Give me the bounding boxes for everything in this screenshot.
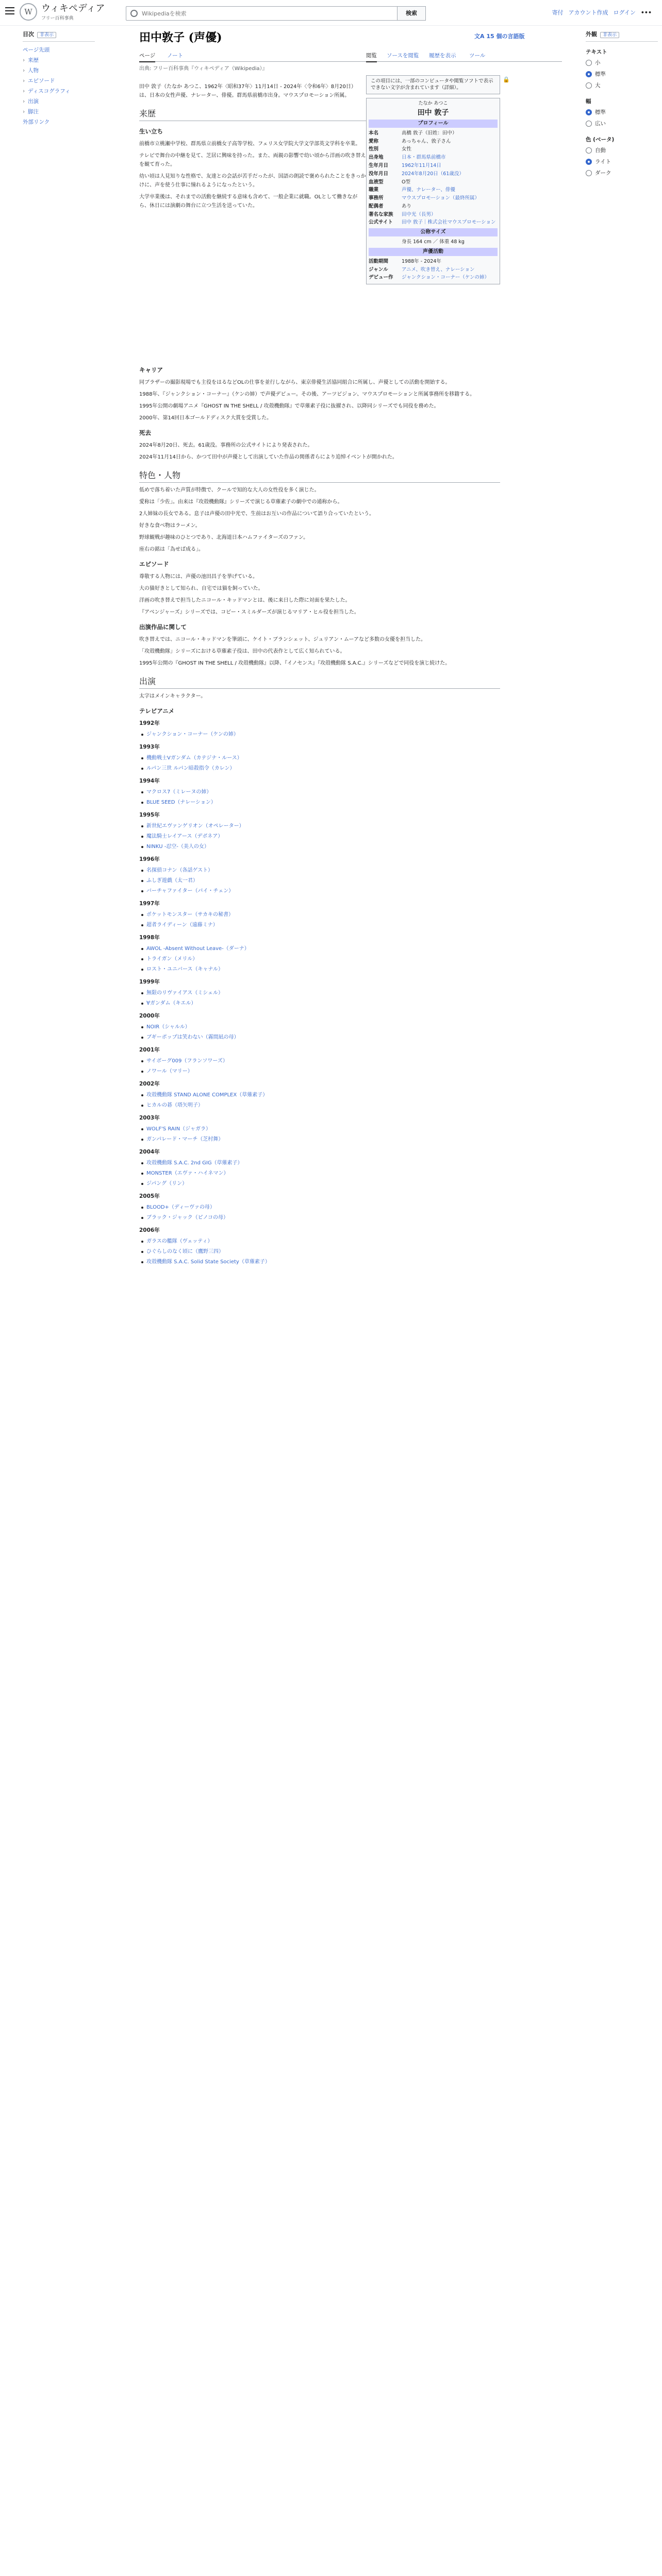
paragraph: テレビで舞台の中継を見て、芝居に興味を持った。また、両親の影響で幼い頃から洋画の吹き替えを観て育った。 xyxy=(139,152,366,167)
list-item[interactable]: ブギーポップは笑わない（霧間凪の母） xyxy=(139,1032,562,1043)
infobox-row xyxy=(369,218,498,227)
infobox-row xyxy=(369,138,498,146)
infobox-value[interactable]: アニメ、吹き替え、ナレーション xyxy=(402,266,475,273)
infobox-row xyxy=(369,170,498,178)
year-list xyxy=(139,944,562,975)
list-item[interactable]: 攻殻機動隊 STAND ALONE COMPLEX（草薙素子） xyxy=(139,1090,562,1100)
option-label: 標準 xyxy=(595,109,606,115)
list-item[interactable]: ひぐらしのなく頃に（鷹野三四） xyxy=(139,1247,562,1257)
appearance-hide-button[interactable]: 非表示 xyxy=(600,32,619,38)
page-title: 田中敦子 (声優) xyxy=(139,31,222,44)
year-list xyxy=(139,866,562,896)
paragraph: 2人姉妹の長女である。息子は声優の田中光で、生前はお互いの作品について語り合っていたという。 xyxy=(139,511,374,517)
list-item[interactable]: サイボーグ009（フランソワーズ） xyxy=(139,1056,562,1066)
toc-item[interactable]: › ディスコグラフィ xyxy=(23,86,95,96)
subsection-heading: 出演作品に関して xyxy=(139,623,187,631)
search-button[interactable]: 検索 xyxy=(397,6,426,21)
list-item[interactable]: ポケットモンスター（サカキの秘書） xyxy=(139,910,562,920)
paragraph: 愛称は「少佐」。由来は『攻殻機動隊』シリーズで演じる草薙素子の劇中での通称から。 xyxy=(139,499,343,505)
list-item[interactable]: ノワール（マリー） xyxy=(139,1066,562,1077)
toc-item[interactable]: › 来歴 xyxy=(23,55,95,65)
infobox-row xyxy=(369,211,498,219)
wikipedia-logo[interactable]: W xyxy=(20,3,37,21)
hatnote: この項目には、一部のコンピュータや閲覧ソフトで表示できない文字が含まれています（詳細）。 xyxy=(366,75,500,94)
infobox-key: 公式サイト xyxy=(369,219,393,226)
radio-icon[interactable] xyxy=(586,170,592,176)
list-item[interactable]: 魔法騎士レイアース（デボネア） xyxy=(139,832,562,842)
search-input[interactable] xyxy=(142,9,358,18)
year-list xyxy=(139,787,562,808)
toc-item[interactable]: › 出演 xyxy=(23,96,95,107)
paragraph: 同ブラザーの撮影現場でも主役をはるなどOLの仕事を並行しながら、東京俳優生活協同組合に所属し、声優としての活動を開始する。 xyxy=(139,379,451,385)
year-heading: 2004年 xyxy=(139,1148,160,1155)
list-item[interactable]: NINKU -忍空-（美人の女） xyxy=(139,842,562,852)
infobox-key: 事務所 xyxy=(369,195,384,201)
infobox-value[interactable]: 声優、ナレーター、俳優 xyxy=(402,187,455,193)
toc-title: 目次 xyxy=(23,31,34,38)
paragraph: 大学卒業後は、それまでの活動を継続する意味も含めて、一般企業に就職。OLとして働きながら、休日には演劇の舞台に立つ生活を送っていた。 xyxy=(139,194,358,209)
section-heading: 特色・人物 xyxy=(139,469,500,483)
paragraph: 『アベンジャーズ』シリーズでは、コビー・スミルダーズが演じるマリア・ヒル役を担当した。 xyxy=(139,609,359,615)
infobox-value: あっちゃん、敦子さん xyxy=(402,138,451,144)
paragraph: 幼い頃は人見知りな性格で、友達との会話が苦手だったが、国語の朗読で褒められたことをきっかけに、声を使う仕事に憧れるようになったという。 xyxy=(139,173,366,188)
infobox-row xyxy=(369,274,498,282)
list-item[interactable]: ガンパレード・マーチ（芝村舞） xyxy=(139,1134,562,1145)
list-item[interactable]: NOIR（シャルル） xyxy=(139,1022,562,1032)
year-list xyxy=(139,753,562,774)
year-heading: 2002年 xyxy=(139,1080,160,1087)
year-heading: 2001年 xyxy=(139,1046,160,1053)
list-item[interactable]: トライガン（メリル） xyxy=(139,954,562,964)
search-box xyxy=(126,6,401,21)
radio-selected-icon[interactable] xyxy=(586,109,592,115)
tab-talk[interactable]: ノート xyxy=(167,53,184,59)
list-item[interactable]: 新世紀エヴァンゲリオン（オペレーター） xyxy=(139,821,562,832)
paragraph: 座右の銘は「為せば成る」。 xyxy=(139,546,204,552)
paragraph: 低めで落ち着いた声質が特徴で、クールで知的な大人の女性役を多く演じた。 xyxy=(139,487,320,493)
infobox-key: ジャンル xyxy=(369,266,388,273)
year-heading: 1992年 xyxy=(139,720,160,726)
subsection-heading: エピソード xyxy=(139,560,169,568)
infobox-row xyxy=(369,238,498,246)
list-item[interactable]: ヒカルの碁（塔矢明子） xyxy=(139,1100,562,1111)
infobox-value[interactable]: ジャンクション・コーナー（ケンの姉） xyxy=(402,275,489,281)
site-tagline: フリー百科事典 xyxy=(41,16,74,21)
infobox-row xyxy=(369,154,498,162)
year-heading: 1995年 xyxy=(139,811,160,818)
paragraph: 野球観戦が趣味のひとつであり、北海道日本ハムファイターズのファン。 xyxy=(139,534,309,540)
year-list xyxy=(139,1022,562,1043)
list-item[interactable]: MONSTER（エヴァ・ハイネマン） xyxy=(139,1168,562,1179)
appearance-header xyxy=(586,30,658,42)
appearance-title: 外観 xyxy=(586,31,597,38)
year-heading: 1996年 xyxy=(139,856,160,862)
year-heading: 2006年 xyxy=(139,1227,160,1233)
paragraph: 2024年11月14日から、かつて田中が声優として出演していた作品の関係者らにより追悼イベントが開かれた。 xyxy=(139,454,398,460)
infobox-key: 愛称 xyxy=(369,138,379,144)
login-link[interactable]: ログイン xyxy=(613,9,636,16)
color-label: 色 (ベータ) xyxy=(586,136,615,143)
infobox-section: 声優活動 xyxy=(369,248,498,256)
subsection-heading: テレビアニメ xyxy=(139,707,175,715)
list-item[interactable]: 無限のリヴァイアス（ミシェル） xyxy=(139,988,562,998)
option-label: 自動 xyxy=(595,147,606,154)
infobox-row xyxy=(369,202,498,211)
create-account-link[interactable]: アカウント作成 xyxy=(568,9,608,16)
infobox-row xyxy=(369,186,498,194)
infobox-value: 女性 xyxy=(402,146,412,152)
option-label: 標準 xyxy=(595,71,606,77)
infobox-key: デビュー作 xyxy=(369,275,393,281)
paragraph: 前橋市立桃瀬中学校、群馬県立前橋女子高等学校、フェリス女学院大学文学部英文学科を卒業。 xyxy=(139,141,361,147)
paragraph: 洋画の吹き替えで担当したニコール・キッドマンとは、後に来日した際に対面を果たした。 xyxy=(139,597,351,603)
page-tabs xyxy=(139,48,562,62)
infobox-value[interactable]: 田中光（長男） xyxy=(402,211,436,217)
infobox-value[interactable]: 2024年8月20日（61歳没） xyxy=(402,171,464,177)
appearances-note: 太字はメインキャラクター。 xyxy=(139,693,206,699)
list-item[interactable]: ふしぎ遊戯（太一君） xyxy=(139,876,562,886)
infobox-key: 職業 xyxy=(369,187,379,193)
infobox-key: 血液型 xyxy=(369,179,384,185)
tab-history[interactable]: 履歴を表示 xyxy=(429,53,456,59)
list-item[interactable]: WOLF'S RAIN（ジャガラ） xyxy=(139,1124,562,1134)
width-option[interactable] xyxy=(586,107,658,118)
text-size-option[interactable] xyxy=(586,69,658,80)
option-label: ライト xyxy=(595,158,611,165)
site-wordmark[interactable]: ウィキペディア xyxy=(41,3,105,14)
radio-icon[interactable] xyxy=(586,60,592,66)
year-list xyxy=(139,1236,562,1267)
infobox-section: プロフィール xyxy=(369,120,498,128)
paragraph: 2000年、第14回日本ゴールドディスク大賞を受賞した。 xyxy=(139,415,272,421)
toc-item[interactable]: › 脚注 xyxy=(23,107,95,117)
color-option[interactable] xyxy=(586,167,658,179)
list-item[interactable]: ブラック・ジャック（ピノコの母） xyxy=(139,1213,562,1223)
infobox-ruby: たなか あつこ xyxy=(418,101,448,106)
year-list xyxy=(139,1202,562,1223)
text-size-option[interactable] xyxy=(586,80,658,91)
infobox-key: 生年月日 xyxy=(369,163,389,168)
infobox-row xyxy=(369,145,498,154)
infobox-name: 田中 敦子 xyxy=(417,108,449,117)
paragraph: 好きな食べ物はラーメン。 xyxy=(139,522,201,529)
radio-icon[interactable] xyxy=(586,121,592,127)
list-item[interactable]: ルパン三世 ルパン暗殺指令（カレン） xyxy=(139,764,562,774)
infobox-section: 公称サイズ xyxy=(369,228,498,236)
year-heading: 2003年 xyxy=(139,1114,160,1121)
appearance-panel xyxy=(586,30,658,339)
paragraph: 1988年、『ジャンクション・コーナー』（ケンの姉）で声優デビュー。その後、アーツビジョン、マウスプロモーションと所属事務所を移籍する。 xyxy=(139,391,475,397)
color-option[interactable] xyxy=(586,156,658,167)
lead-paragraph: 田中 敦子（たなか あつこ、1962年〈昭和37年〉11月14日 - 2024年〈令和6年〉8月20日）は、日本の女性声優、ナレーター、俳優。群馬県前橋市出身。マウスプロモーション所属。 xyxy=(139,83,356,98)
list-item[interactable]: BLOOD+（ディーヴァの母） xyxy=(139,1202,562,1213)
year-list xyxy=(139,1158,562,1189)
year-list xyxy=(139,988,562,1009)
infobox-key: 没年月日 xyxy=(369,171,389,177)
section-heading: 来歴 xyxy=(139,107,366,121)
language-button[interactable]: 文A 15 個の言語版 xyxy=(474,33,525,40)
radio-icon[interactable] xyxy=(586,147,592,154)
paragraph: 2024年8月20日、死去。61歳没。事務所の公式サイトにより発表された。 xyxy=(139,442,313,448)
year-list xyxy=(139,730,562,740)
paragraph: 尊敬する人物には、声優の池田昌子を挙げている。 xyxy=(139,573,258,580)
list-item[interactable]: 攻殻機動隊 S.A.C. 2nd GIG（草薙素子） xyxy=(139,1158,562,1168)
year-heading: 1998年 xyxy=(139,934,160,941)
infobox-value: 1988年 - 2024年 xyxy=(402,258,441,264)
year-list xyxy=(139,821,562,852)
search-icon xyxy=(130,10,138,17)
donate-link[interactable]: 寄付 xyxy=(552,9,564,16)
infobox xyxy=(366,98,500,284)
list-item[interactable]: ガラスの艦隊（ヴェッティ） xyxy=(139,1236,562,1247)
infobox-value: あり xyxy=(402,203,412,209)
infobox-key: 出身地 xyxy=(369,155,384,161)
tab-view-source[interactable]: ソースを閲覧 xyxy=(387,53,419,59)
toc-item[interactable]: › 人物 xyxy=(23,65,95,76)
option-label: ダーク xyxy=(595,170,611,176)
toc-item[interactable]: › エピソード xyxy=(23,76,95,86)
year-heading: 1994年 xyxy=(139,777,160,784)
year-heading: 1997年 xyxy=(139,900,160,907)
tv-anime-list xyxy=(139,718,562,1267)
lead-section xyxy=(139,82,366,210)
section-heading: 出演 xyxy=(139,675,500,689)
year-heading: 1993年 xyxy=(139,743,160,750)
paragraph: 大の猫好きとして知られ、自宅では猫を飼っていた。 xyxy=(139,585,263,591)
infobox-key: 活動期間 xyxy=(369,258,389,264)
year-list xyxy=(139,1090,562,1111)
width-label: 幅 xyxy=(586,98,591,105)
list-item[interactable]: 攻殻機動隊 S.A.C. Solid State Society（草薙素子） xyxy=(139,1257,562,1267)
option-label: 大 xyxy=(595,82,601,89)
infobox-row xyxy=(369,129,498,138)
width-option[interactable] xyxy=(586,118,658,129)
infobox-row xyxy=(369,194,498,202)
toc-hide-button[interactable]: 非表示 xyxy=(37,32,56,38)
paragraph: 吹き替えでは、ニコール・キッドマンを筆頭に、ケイト・ブランシェット、ジュリアン・ムーアなど多数の女優を担当した。 xyxy=(139,636,426,642)
from-wikipedia: 出典: フリー百科事典『ウィキペディア（Wikipedia）』 xyxy=(139,66,268,72)
infobox-key: 著名な家族 xyxy=(369,211,393,217)
text-size-label: テキスト xyxy=(586,48,607,55)
year-list xyxy=(139,910,562,930)
year-list xyxy=(139,1056,562,1077)
infobox-value: 身長 164 cm ／ 体重 48 kg xyxy=(402,239,465,245)
color-option[interactable] xyxy=(586,145,658,156)
toc-item[interactable]: ページ先頭 xyxy=(23,46,50,53)
tab-tools[interactable]: ツール xyxy=(469,53,486,59)
lock-icon: 🔒 xyxy=(503,76,510,83)
year-heading: 1999年 xyxy=(139,978,160,985)
list-item[interactable]: BLUE SEED（ナレーション） xyxy=(139,798,562,808)
subsection-heading: 死去 xyxy=(139,429,151,436)
infobox-value[interactable]: マウスプロモーション（最終所属） xyxy=(402,195,479,201)
infobox-row xyxy=(369,258,498,266)
list-item[interactable]: AWOL -Absent Without Leave-（ダーナ） xyxy=(139,944,562,954)
infobox-value[interactable]: 1962年11月14日 xyxy=(402,163,441,168)
infobox-value: O型 xyxy=(402,179,410,185)
paragraph: 1995年公開の『GHOST IN THE SHELL / 攻殻機動隊』以降、『イノセンス』『攻殻機動隊 S.A.C.』シリーズなどで同役を演じ続けた。 xyxy=(139,660,451,666)
hamburger-menu-icon[interactable] xyxy=(5,7,14,15)
option-label: 小 xyxy=(595,59,601,66)
list-item[interactable]: ジャンクション・コーナー（ケンの姉） xyxy=(139,730,562,740)
paragraph: 「攻殻機動隊」シリーズにおける草薙素子役は、田中の代表作として広く知られている。 xyxy=(139,648,345,654)
radio-icon[interactable] xyxy=(586,82,592,89)
more-options-icon[interactable]: ••• xyxy=(640,9,652,16)
list-item[interactable]: バーチャファイター（パイ・チェン） xyxy=(139,886,562,896)
infobox-row xyxy=(369,162,498,170)
table-of-contents xyxy=(23,30,95,2576)
option-label: 広い xyxy=(595,120,606,127)
infobox-key: 性別 xyxy=(369,146,379,152)
paragraph: 1995年公開の劇場アニメ『GHOST IN THE SHELL / 攻殻機動隊』で草薙素子役に抜擢され、以降同シリーズでも同役を務めた。 xyxy=(139,403,439,409)
tab-page[interactable]: ページ xyxy=(139,52,155,62)
article-content xyxy=(139,30,562,2576)
personal-tools xyxy=(552,8,652,17)
infobox-row xyxy=(369,178,498,187)
infobox-value[interactable]: 日本・群馬県前橋市 xyxy=(402,155,446,161)
list-item[interactable]: ∀ガンダム（キエル） xyxy=(139,998,562,1009)
radio-selected-icon[interactable] xyxy=(586,159,592,165)
list-item[interactable]: 超者ライディーン（遠藤ミナ） xyxy=(139,920,562,930)
tab-read[interactable]: 閲覧 xyxy=(366,52,377,62)
list-item[interactable]: ジパング（リン） xyxy=(139,1179,562,1189)
radio-selected-icon[interactable] xyxy=(586,71,592,77)
infobox-row xyxy=(369,266,498,274)
header-bar xyxy=(0,0,662,26)
year-list xyxy=(139,1124,562,1145)
year-heading: 2005年 xyxy=(139,1193,160,1199)
subsection-heading: 生い立ち xyxy=(139,127,163,135)
toc-item[interactable]: 外部リンク xyxy=(23,118,50,125)
subsection-heading: キャリア xyxy=(139,366,163,374)
infobox-key: 配偶者 xyxy=(369,203,384,209)
list-item[interactable]: ロスト・ユニバース（キャナル） xyxy=(139,964,562,975)
infobox-value: 高橋 敦子（旧姓：田中） xyxy=(402,130,457,136)
infobox-value[interactable]: 田中 敦子｜株式会社マウスプロモーション xyxy=(402,219,496,226)
list-item[interactable]: マクロス7（ミレーヌの姉） xyxy=(139,787,562,798)
toc-header xyxy=(23,30,95,42)
list-item[interactable]: 名探偵コナン（各話ゲスト） xyxy=(139,866,562,876)
list-item[interactable]: 機動戦士Vガンダム（カテジナ・ルース） xyxy=(139,753,562,764)
body-sections xyxy=(139,365,562,1267)
text-size-option[interactable] xyxy=(586,57,658,69)
year-heading: 2000年 xyxy=(139,1012,160,1019)
infobox-key: 本名 xyxy=(369,130,379,136)
